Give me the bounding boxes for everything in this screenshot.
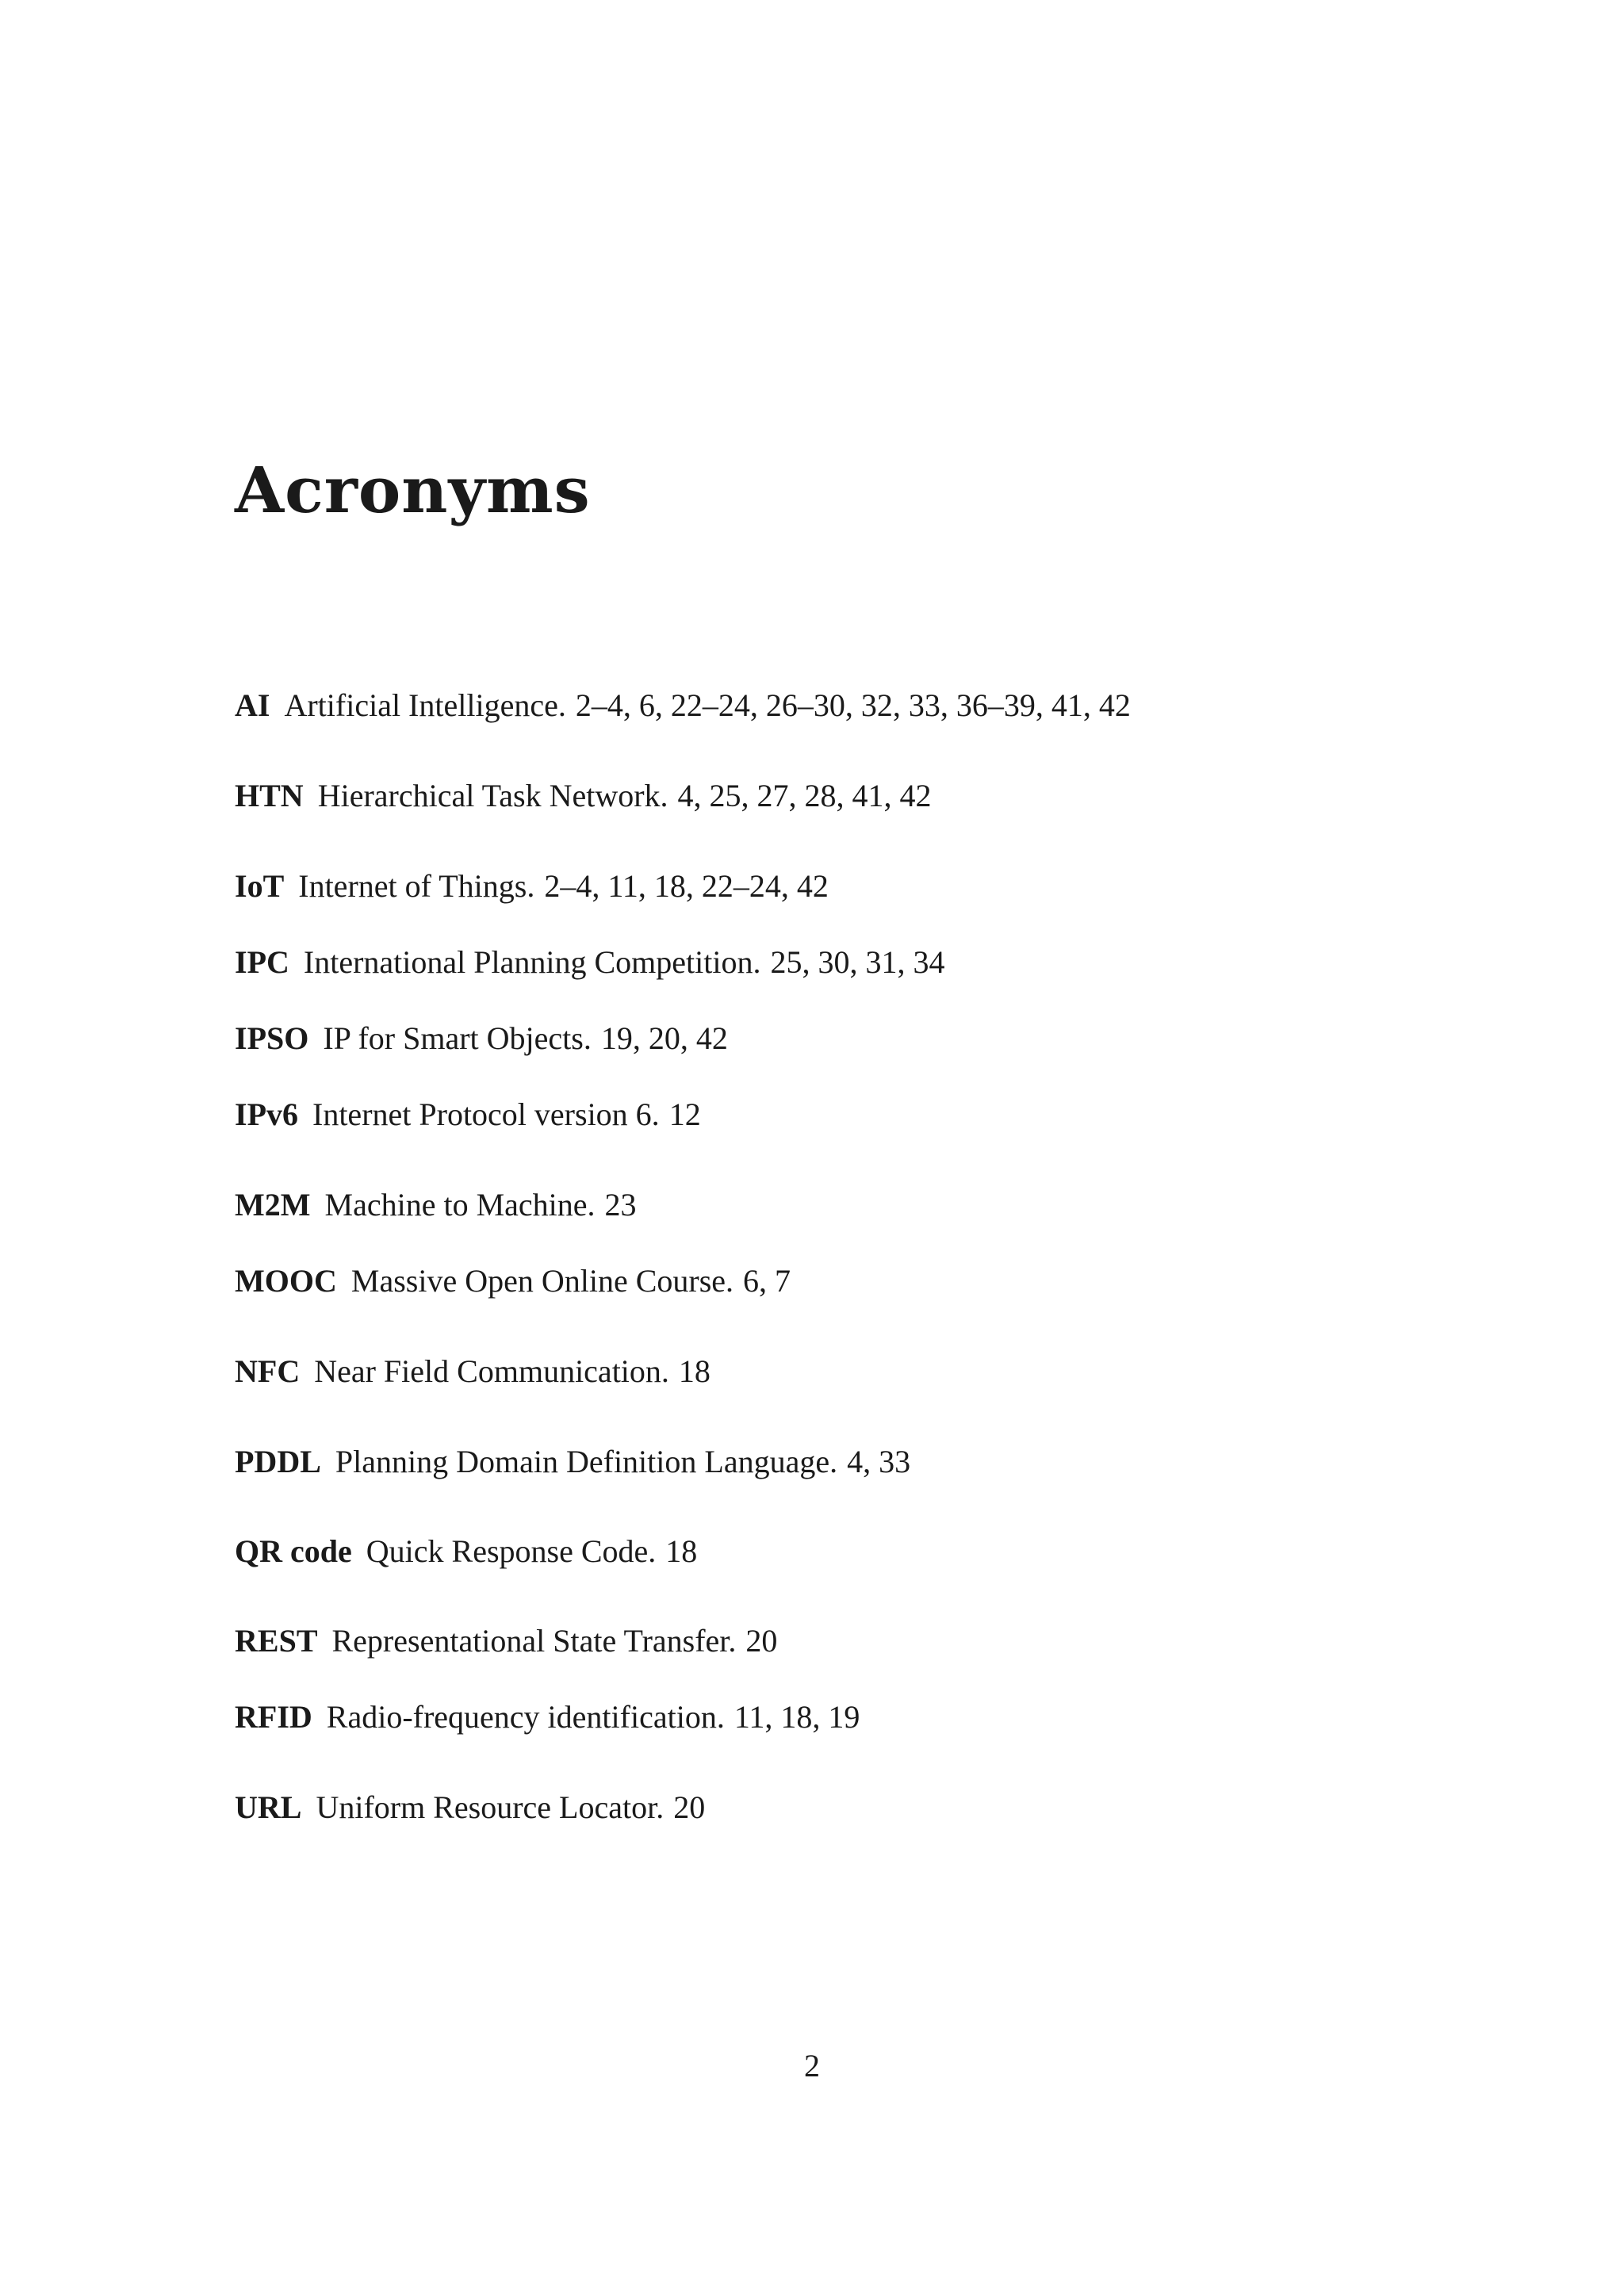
acronym-abbreviation: MOOC xyxy=(235,1263,337,1299)
acronym-definition: Near Field Communication. xyxy=(314,1353,669,1389)
acronym-page-refs[interactable]: 4, 33 xyxy=(847,1444,911,1479)
acronym-abbreviation: REST xyxy=(235,1623,318,1659)
acronym-abbreviation: AI xyxy=(235,687,270,723)
acronym-entry xyxy=(235,1698,860,1736)
acronym-definition: Massive Open Online Course. xyxy=(350,1263,734,1299)
acronym-entry xyxy=(235,943,944,982)
acronym-page-refs[interactable]: 4, 25, 27, 28, 41, 42 xyxy=(677,778,932,813)
chapter-title: Acronyms xyxy=(235,453,591,527)
acronym-abbreviation: HTN xyxy=(235,778,304,813)
acronym-abbreviation: IPSO xyxy=(235,1020,309,1056)
acronym-entry xyxy=(235,1533,697,1571)
acronym-entry xyxy=(235,1262,791,1300)
acronym-definition: Radio-frequency identification. xyxy=(326,1699,725,1735)
acronym-definition: Internet of Things. xyxy=(298,868,535,904)
acronym-abbreviation: IPv6 xyxy=(235,1096,298,1132)
acronym-definition: Internet Protocol version 6. xyxy=(312,1096,660,1132)
acronym-page-refs[interactable]: 2–4, 6, 22–24, 26–30, 32, 33, 36–39, 41, 42 xyxy=(575,687,1131,723)
acronym-definition: Quick Response Code. xyxy=(366,1533,657,1569)
acronym-abbreviation: URL xyxy=(235,1789,302,1825)
acronym-abbreviation: IoT xyxy=(235,868,285,904)
acronym-definition: International Planning Competition. xyxy=(303,944,761,980)
acronym-page-refs[interactable]: 2–4, 11, 18, 22–24, 42 xyxy=(544,868,829,904)
acronym-entry xyxy=(235,1020,728,1058)
acronym-entry xyxy=(235,1096,701,1134)
acronym-entry xyxy=(235,1443,910,1481)
acronym-page-refs[interactable]: 11, 18, 19 xyxy=(733,1699,860,1735)
acronym-page-refs[interactable]: 20 xyxy=(745,1623,778,1659)
acronym-page-refs[interactable]: 20 xyxy=(673,1789,706,1825)
acronym-definition: Uniform Resource Locator. xyxy=(316,1789,665,1825)
acronym-entry xyxy=(235,1186,637,1224)
acronym-page-refs[interactable]: 19, 20, 42 xyxy=(600,1020,728,1056)
acronym-abbreviation: IPC xyxy=(235,944,289,980)
acronym-definition: Artificial Intelligence. xyxy=(284,687,566,723)
acronym-entry xyxy=(235,777,932,815)
page-number: 2 xyxy=(804,2048,820,2084)
acronym-entry xyxy=(235,867,829,905)
acronym-definition: Hierarchical Task Network. xyxy=(317,778,668,813)
acronym-page-refs[interactable]: 12 xyxy=(668,1096,701,1132)
acronym-page-refs[interactable]: 25, 30, 31, 34 xyxy=(770,944,945,980)
acronym-page-refs[interactable]: 23 xyxy=(604,1187,637,1223)
acronym-entry xyxy=(235,687,1131,725)
acronym-page-refs[interactable]: 18 xyxy=(665,1533,698,1569)
acronym-abbreviation: PDDL xyxy=(235,1444,321,1479)
acronym-abbreviation: NFC xyxy=(235,1353,301,1389)
acronym-entry xyxy=(235,1622,777,1660)
acronym-definition: Representational State Transfer. xyxy=(331,1623,737,1659)
acronym-entry xyxy=(235,1789,705,1827)
acronym-page-refs[interactable]: 18 xyxy=(678,1353,710,1389)
acronym-definition: IP for Smart Objects. xyxy=(323,1020,592,1056)
acronym-definition: Planning Domain Definition Language. xyxy=(335,1444,838,1479)
acronym-abbreviation: QR code xyxy=(235,1533,352,1569)
acronym-definition: Machine to Machine. xyxy=(324,1187,596,1223)
acronym-abbreviation: M2M xyxy=(235,1187,311,1223)
acronym-abbreviation: RFID xyxy=(235,1699,312,1735)
acronym-page-refs[interactable]: 6, 7 xyxy=(743,1263,791,1299)
acronym-entry xyxy=(235,1353,710,1391)
